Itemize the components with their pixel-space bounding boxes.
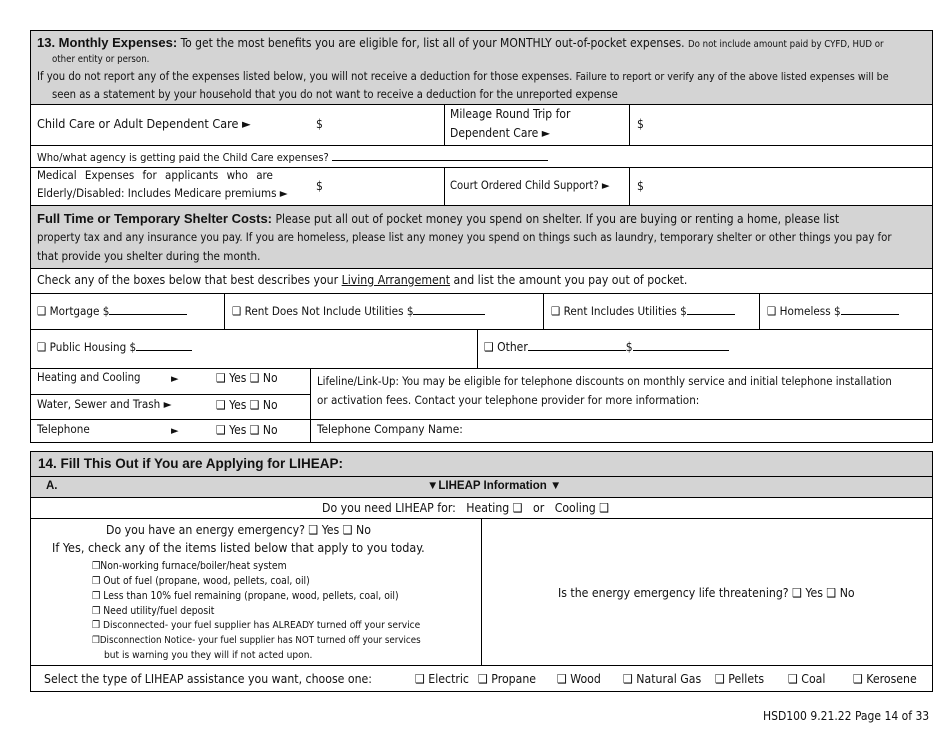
arrow-icon: ► — [171, 372, 179, 385]
mileage-label-2: Dependent Care ► — [450, 126, 551, 140]
emergency-item[interactable]: ❒ Out of fuel (propane, wood, pellets, coal, oil) — [92, 575, 310, 587]
mileage-amount-field[interactable]: $ — [637, 117, 644, 131]
liheap-cooling-option[interactable]: Cooling ❑ — [554, 501, 610, 515]
assistance-propane-option[interactable]: ❑ Propane — [478, 672, 537, 686]
arrow-icon: ► — [171, 424, 179, 437]
section-14-title: 14. Fill This Out if You are Applying for LIHEAP: — [38, 456, 344, 471]
heating-yes-no[interactable]: ❑ Yes ❑ No — [216, 371, 278, 385]
heating-cooling-label: Heating and Cooling — [37, 371, 141, 384]
telephone-company-label: Telephone Company Name: — [317, 422, 463, 436]
medical-amount-field[interactable]: $ — [316, 179, 323, 193]
rent-utilities-option[interactable]: ❑ Rent Includes Utilities $ — [551, 304, 735, 318]
assistance-kerosene-option[interactable]: ❑ Kerosene — [853, 672, 917, 686]
assistance-pellets-option[interactable]: ❑ Pellets — [715, 672, 765, 686]
other-description-field[interactable] — [528, 340, 626, 351]
section-13-intro-2: If you do not report any of the expenses listed below, you will not receive a deduction for those expenses. — [37, 70, 573, 83]
child-care-amount-field[interactable]: $ — [316, 117, 323, 131]
who-agency-label: Who/what agency is getting paid the Child Care expenses? — [37, 151, 329, 164]
assistance-type-label: Select the type of LIHEAP assistance you want, choose one: — [44, 672, 372, 686]
lifeline-text-2: or activation fees. Contact your telephone provider for more information: — [317, 393, 700, 407]
homeless-amount-field[interactable] — [841, 304, 899, 315]
liheap-need-label: Do you need LIHEAP for: — [322, 501, 456, 515]
water-sewer-trash-label: Water, Sewer and Trash ► — [37, 397, 172, 411]
emergency-item[interactable]: ❒Disconnection Notice- your fuel supplier has NOT turned off your services — [92, 635, 421, 646]
water-yes-no[interactable]: ❑ Yes ❑ No — [216, 398, 278, 412]
assistance-natural-gas-option[interactable]: ❑ Natural Gas — [623, 672, 702, 686]
page-footer: HSD100 9.21.22 Page 14 of 33 — [763, 709, 930, 723]
section-13-intro-3: seen as a statement by your household that you do not want to receive a deduction for the unreported expense — [52, 88, 618, 101]
child-care-label: Child Care or Adult Dependent Care ► — [37, 116, 251, 131]
mileage-label-1: Mileage Round Trip for — [450, 107, 571, 121]
other-amount-field[interactable] — [633, 340, 729, 351]
section-14-sub-a: A. — [46, 480, 58, 492]
if-yes-instruction: If Yes, check any of the items listed below that apply to you today. — [52, 540, 425, 555]
section-13-title: 13. Monthly Expenses: — [37, 35, 178, 50]
section-13-intro-1-small: Do not include amount paid by CYFD, HUD or — [687, 39, 884, 50]
liheap-info-title: ▼LIHEAP Information ▼ — [427, 480, 562, 492]
rent-no-utilities-amount-field[interactable] — [413, 304, 485, 315]
section-13-intro-1-cont: other entity or person. — [52, 54, 150, 65]
liheap-or: or — [533, 501, 545, 515]
shelter-text-2: property tax and any insurance you pay. If you are homeless, please list any money you spend on things such as laundry, temporary shelter or other things you pay for — [37, 231, 892, 244]
shelter-text-3: that provide you shelter during the month. — [37, 249, 261, 263]
assistance-electric-option[interactable]: ❑ Electric — [415, 672, 469, 686]
shelter-title: Full Time or Temporary Shelter Costs: — [37, 211, 273, 226]
life-threatening-question[interactable]: Is the energy emergency life threatening? ❑ Yes ❑ No — [558, 586, 855, 600]
assistance-coal-option[interactable]: ❑ Coal — [788, 672, 826, 686]
emergency-item[interactable]: ❒ Disconnected- your fuel supplier has ALREADY turned off your service — [92, 620, 421, 631]
energy-emergency-question[interactable]: Do you have an energy emergency? ❑ Yes ❑ No — [106, 523, 371, 537]
emergency-item[interactable]: ❒ Less than 10% fuel remaining (propane, wood, pellets, coal, oil) — [92, 590, 399, 602]
court-support-amount-field[interactable]: $ — [637, 179, 644, 193]
medical-label-2: Elderly/Disabled: Includes Medicare premiums ► — [37, 186, 288, 200]
mortgage-option[interactable]: ❑ Mortgage $ — [37, 304, 187, 318]
shelter-text-1: Please put all out of pocket money you spend on shelter. If you are buying or renting a home, please list — [275, 212, 840, 226]
living-suffix: and list the amount you pay out of pocket. — [453, 273, 688, 287]
rent-utilities-amount-field[interactable] — [687, 304, 735, 315]
mortgage-amount-field[interactable] — [109, 304, 187, 315]
living-arrangement-link: Living Arrangement — [341, 273, 451, 287]
who-agency-field[interactable] — [332, 150, 548, 161]
living-prefix: Check any of the boxes below that best describes your — [37, 273, 339, 287]
public-housing-option[interactable]: ❑ Public Housing $ — [37, 340, 192, 354]
lifeline-text-1: Lifeline/Link-Up: You may be eligible for telephone discounts on monthly service and initial telephone installation — [317, 375, 892, 388]
court-support-label: Court Ordered Child Support? ► — [450, 179, 610, 192]
rent-no-utilities-option[interactable]: ❑ Rent Does Not Include Utilities $ — [232, 304, 485, 318]
telephone-yes-no[interactable]: ❑ Yes ❑ No — [216, 423, 278, 437]
emergency-item[interactable]: ❒ Need utility/fuel deposit — [92, 605, 215, 617]
assistance-wood-option[interactable]: ❑ Wood — [557, 672, 601, 686]
emergency-item[interactable]: ❒Non-working furnace/boiler/heat system — [92, 560, 287, 572]
public-housing-amount-field[interactable] — [136, 340, 192, 351]
section-13-intro-2b: Failure to report or verify any of the above listed expenses will be — [575, 71, 889, 83]
section-13-intro-1: To get the most benefits you are eligible for, list all of your MONTHLY out-of-pocket expenses. — [180, 36, 685, 50]
other-option[interactable]: ❑ Other $ — [484, 340, 729, 353]
medical-label-1: Medical Expenses for applicants who are — [37, 168, 273, 182]
emergency-item: but is warning you they will if not acted upon. — [104, 650, 313, 661]
homeless-option[interactable]: ❑ Homeless $ — [767, 304, 899, 318]
telephone-label: Telephone — [37, 422, 90, 436]
liheap-heating-option[interactable]: Heating ❑ — [466, 501, 523, 515]
